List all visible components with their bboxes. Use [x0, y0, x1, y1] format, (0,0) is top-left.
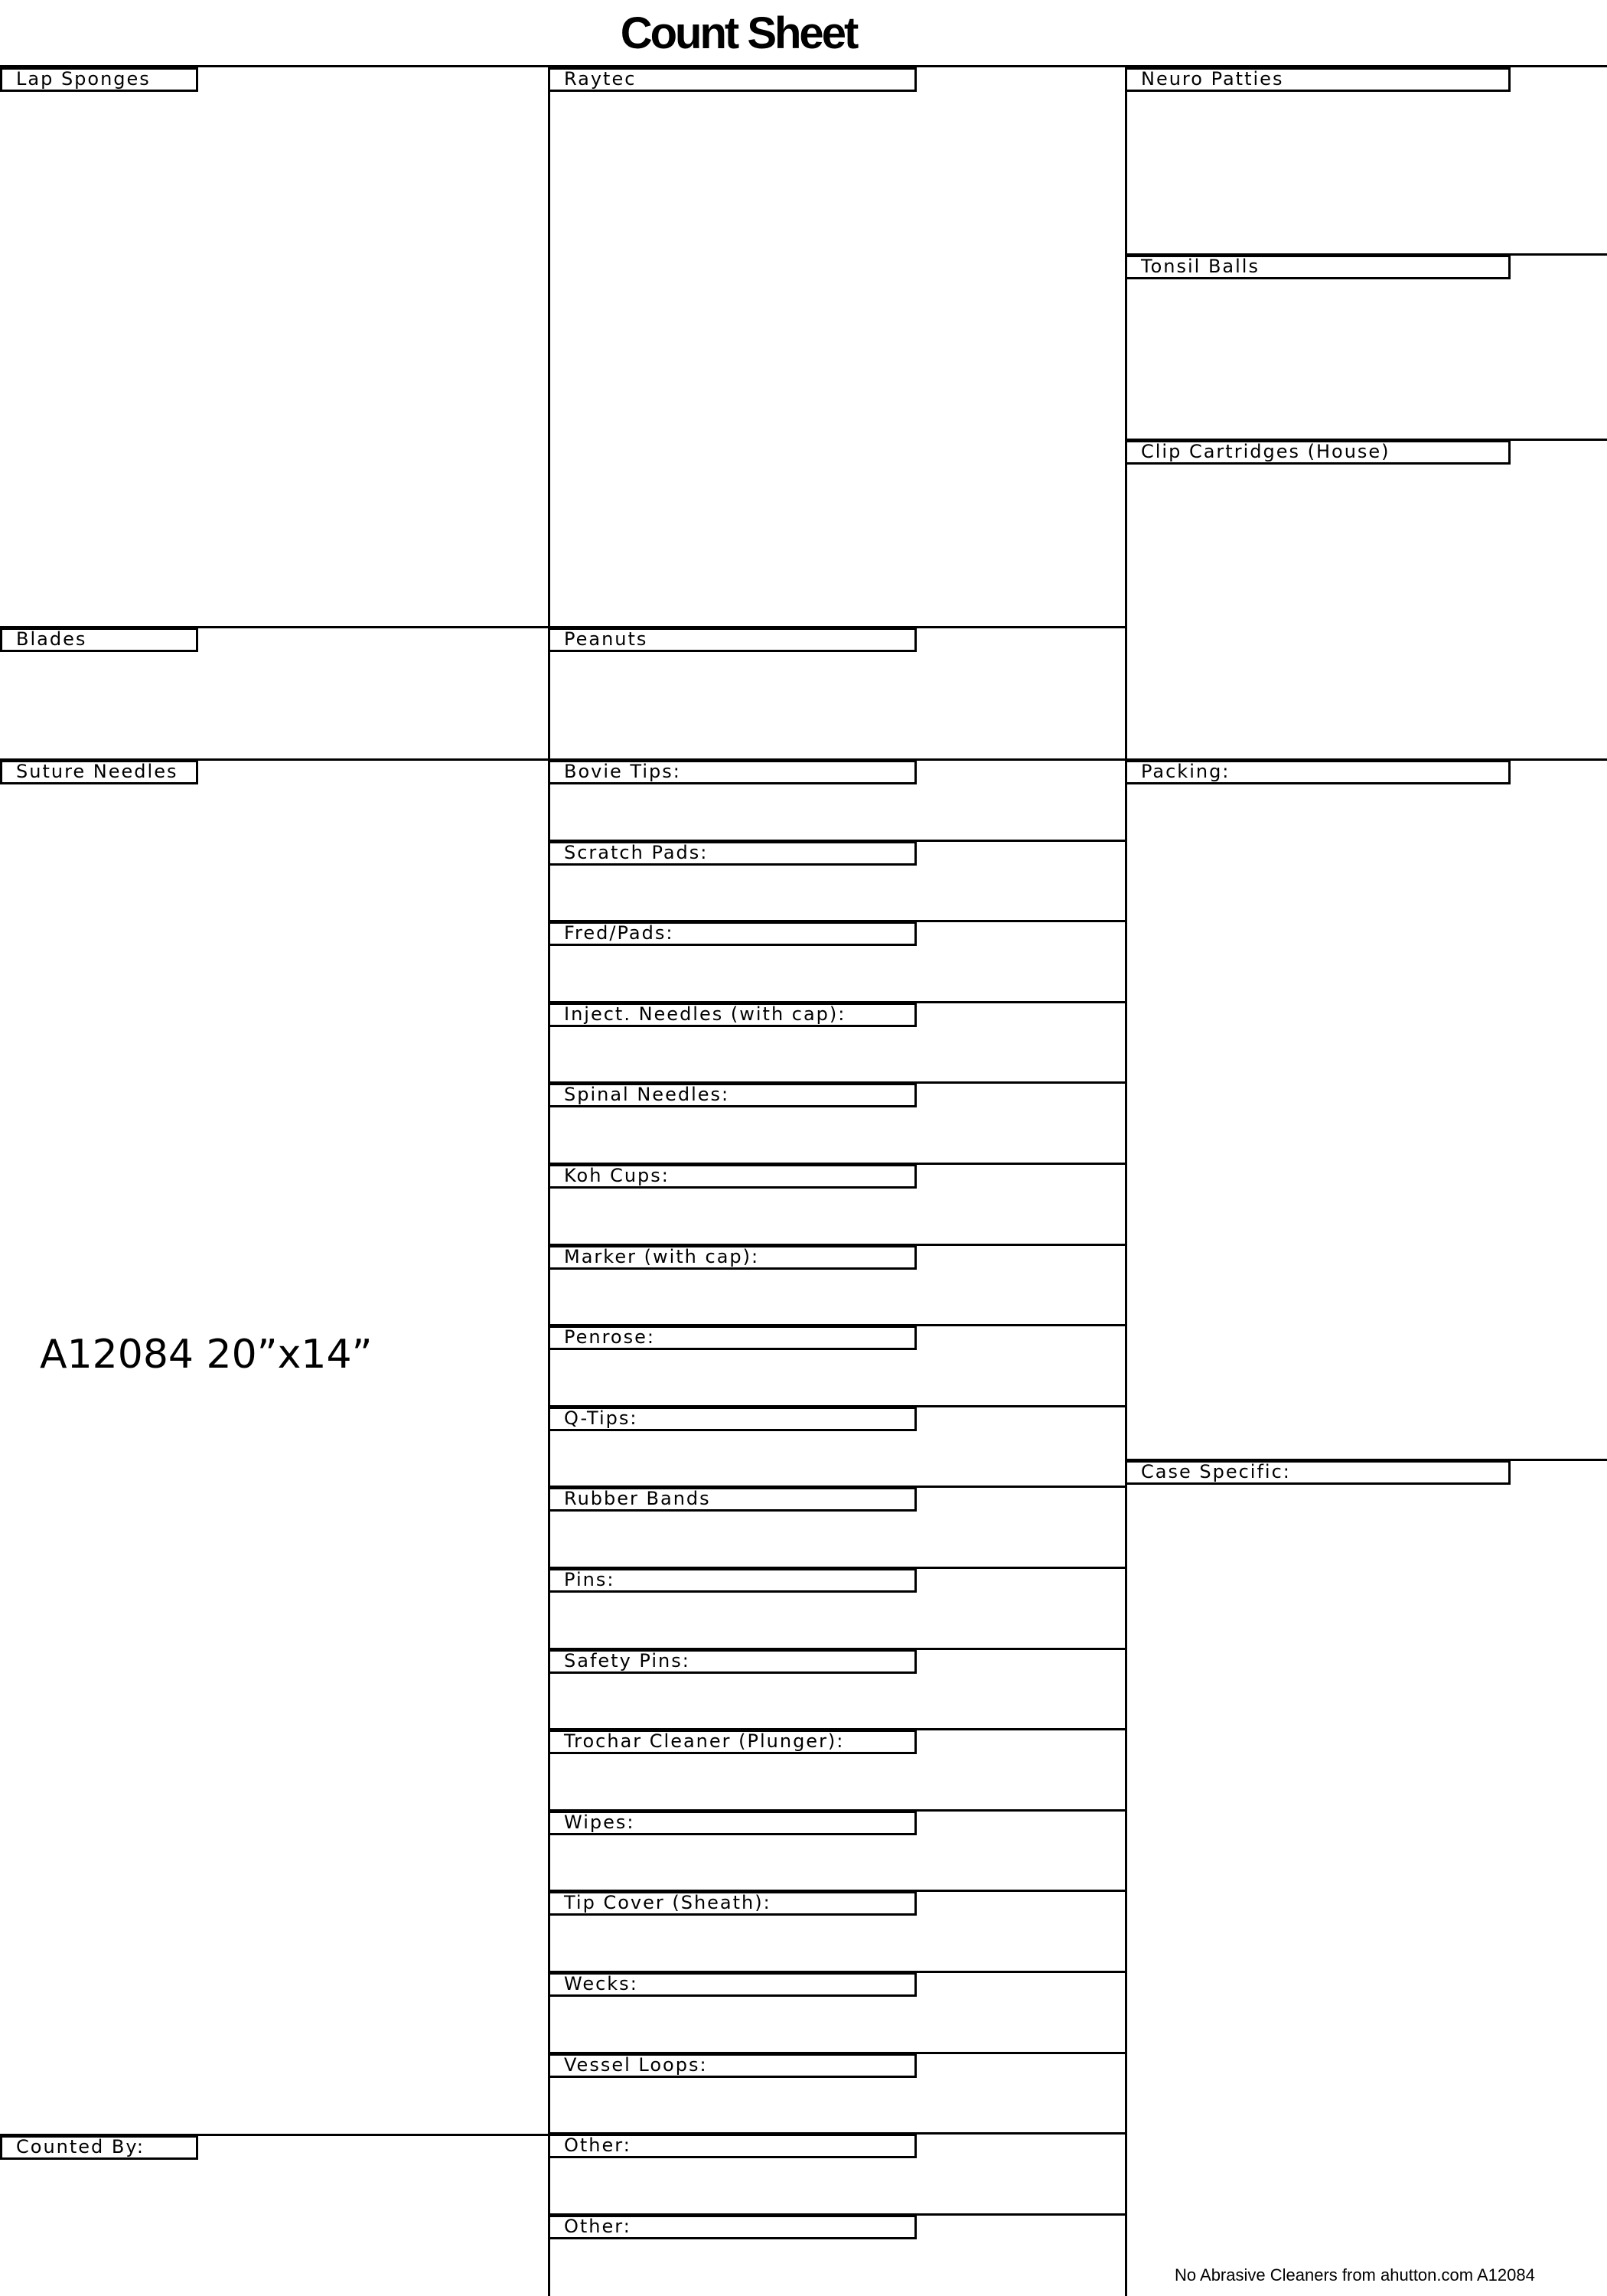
- page-title: Count Sheet: [620, 8, 857, 58]
- middle-item-label: Wecks:: [548, 1972, 917, 1997]
- suture-needles-label: Suture Needles: [0, 760, 198, 784]
- packing-label: Packing:: [1125, 760, 1511, 784]
- middle-item-label: Penrose:: [548, 1326, 917, 1350]
- model-number-text: A12084 20”x14”: [40, 1332, 373, 1378]
- middle-item-label: Fred/Pads:: [548, 921, 917, 946]
- middle-item-label: Safety Pins:: [548, 1649, 917, 1674]
- middle-item-label: Koh Cups:: [548, 1164, 917, 1189]
- middle-item-label: Wipes:: [548, 1811, 917, 1835]
- neuro-patties-label: Neuro Patties: [1125, 67, 1511, 92]
- middle-item-label: Marker (with cap):: [548, 1245, 917, 1270]
- middle-item-label: Scratch Pads:: [548, 841, 917, 866]
- tonsil-balls-label: Tonsil Balls: [1125, 255, 1511, 279]
- middle-item-label: Other:: [548, 2215, 917, 2239]
- blades-label: Blades: [0, 628, 198, 652]
- middle-item-label: Tip Cover (Sheath):: [548, 1891, 917, 1916]
- middle-item-label: Trochar Cleaner (Plunger):: [548, 1730, 917, 1754]
- case-specific-label: Case Specific:: [1125, 1460, 1511, 1485]
- middle-item-label: Rubber Bands: [548, 1487, 917, 1512]
- middle-item-label: Inject. Needles (with cap):: [548, 1003, 917, 1027]
- counted-by-label: Counted By:: [0, 2135, 198, 2160]
- column-divider-right: [1125, 65, 1127, 2296]
- middle-item-label: Spinal Needles:: [548, 1083, 917, 1107]
- peanuts-label: Peanuts: [548, 628, 917, 652]
- middle-item-label: Q-Tips:: [548, 1407, 917, 1431]
- middle-item-label: Vessel Loops:: [548, 2053, 917, 2078]
- middle-item-label: Pins:: [548, 1568, 917, 1593]
- lap-sponges-label: Lap Sponges: [0, 67, 198, 92]
- clip-cartridges-label: Clip Cartridges (House): [1125, 440, 1511, 465]
- middle-item-label: Other:: [548, 2134, 917, 2158]
- raytec-label: Raytec: [548, 67, 917, 92]
- middle-item-label: Bovie Tips:: [548, 760, 917, 784]
- footer-text: No Abrasive Cleaners from ahutton.com A12084: [1175, 2265, 1535, 2285]
